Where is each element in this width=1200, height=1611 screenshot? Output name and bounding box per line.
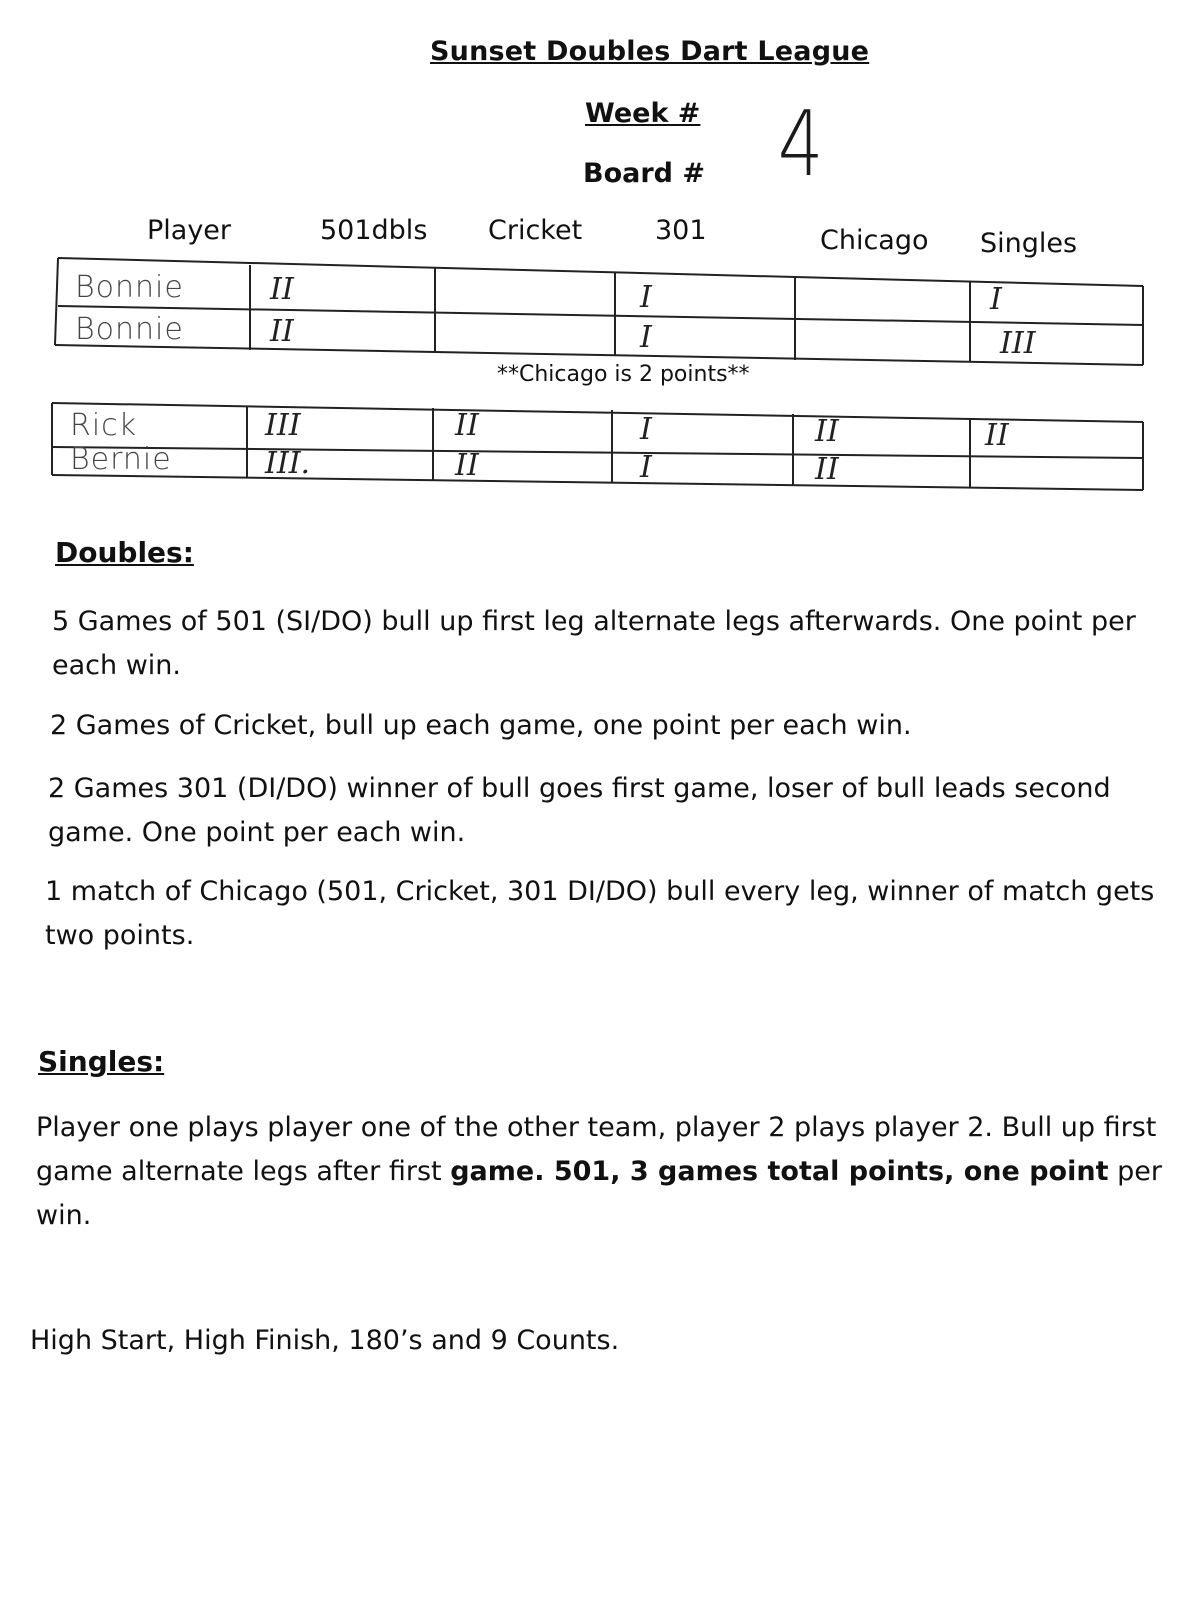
score-singles: III — [1000, 326, 1036, 361]
score-501dbls: II — [270, 314, 294, 349]
doubles-heading: Doubles: — [55, 536, 194, 569]
doubles-rule-301: 2 Games 301 (DI/DO) winner of bull goes first game, loser of bull leads second game. One point per each win. — [48, 773, 1111, 848]
singles-heading: Singles: — [38, 1045, 165, 1078]
score-chicago: II — [815, 414, 839, 449]
week-value: 4 — [777, 92, 824, 197]
col-singles: Singles — [980, 228, 1078, 259]
chicago-note: **Chicago is 2 points** — [497, 362, 750, 387]
score-301: I — [640, 450, 652, 485]
score-301: I — [640, 280, 652, 315]
doubles-rule-501: 5 Games of 501 (SI/DO) bull up first leg alternate legs afterwards. One point per each win. — [52, 606, 1136, 681]
singles-rule-part-c: per win. — [36, 1156, 1162, 1231]
doubles-rule-cricket: 2 Games of Cricket, bull up each game, one point per each win. — [50, 710, 912, 741]
player-name: Bernie — [70, 442, 172, 477]
board-label: Board # — [583, 158, 706, 189]
page-title: Sunset Doubles Dart League — [430, 36, 870, 67]
score-chicago: II — [815, 452, 839, 487]
doubles-rule-chicago: 1 match of Chicago (501, Cricket, 301 DI/DO) bull every leg, winner of match gets two points. — [45, 876, 1155, 951]
player-name: Rick — [70, 408, 138, 443]
col-cricket: Cricket — [488, 215, 583, 246]
score-singles: I — [990, 282, 1002, 317]
score-301: I — [640, 320, 652, 355]
singles-rule — [36, 1106, 1176, 1238]
score-501dbls: III — [265, 408, 301, 443]
score-cricket: II — [455, 448, 479, 483]
singles-rule-part-b: game. 501, 3 games total points, one point — [450, 1156, 1109, 1187]
week-label: Week # — [585, 98, 701, 129]
score-301: I — [640, 412, 652, 447]
col-301: 301 — [655, 215, 707, 246]
score-501dbls: III. — [265, 446, 311, 481]
score-501dbls: II — [270, 272, 294, 307]
footer-note: High Start, High Finish, 180’s and 9 Counts. — [30, 1325, 620, 1356]
player-name: Bonnie — [75, 270, 184, 305]
score-singles: II — [985, 418, 1009, 453]
singles-rule-part-a: Player one plays player one of the other team, player 2 plays player 2. Bull up first game alternate legs after first — [36, 1112, 1157, 1187]
col-player: Player — [147, 215, 232, 246]
col-501dbls: 501dbls — [320, 215, 428, 246]
score-table-grid — [0, 0, 1200, 520]
col-chicago: Chicago — [820, 225, 929, 256]
score-cricket: II — [455, 408, 479, 443]
player-name: Bonnie — [75, 312, 184, 347]
